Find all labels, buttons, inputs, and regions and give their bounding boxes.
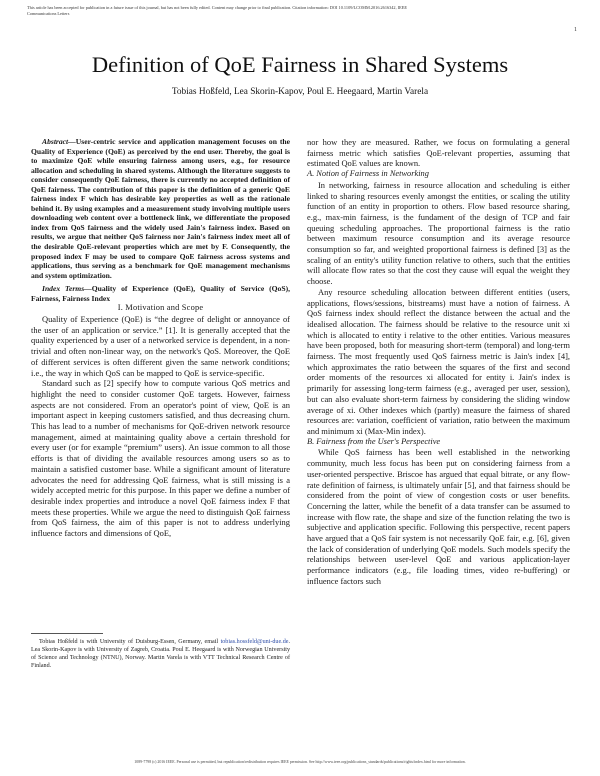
author-email-link[interactable]: tobias.hossfeld@uni-due.de (220, 639, 289, 645)
left-column (31, 137, 290, 539)
author-footnote (31, 638, 290, 670)
paragraph: Standard such as [2] specify how to compute various QoS metrics and highlight the need to consider customer QoE targets. However, fairness aspects are not considered. From an operator's point of view, QoE is an important aspect in keeping customers satisfied, and thus decreasing churn. This has lead to a number of mechanisms for QoE-driven network resource management, aimed at maintaining quality above a certain threshold for every user (or for example “premium” users). An issue common to all those efforts is that of dividing the available resources among users so as to maintain a satisfied customer base. While a significant amount of literature advocates the need for addressing QoE fairness, what is still missing is a widely accepted metric for this purpose. In this paper we define a number of desirable index properties and introduce a novel QoE fairness index F that meets these properties. While we argue the need to distinguish QoE fairness from QoS fairness, the aim of this paper is not to address underlying influence factors and dimensions of QoE, (31, 378, 290, 539)
page-number: 1 (574, 27, 577, 33)
author-list: Tobias Hoßfeld, Lea Skorin-Kapov, Poul E. Heegaard, Martin Varela (171, 87, 429, 97)
index-terms (31, 284, 290, 303)
index-terms-text: Quality of Experience (QoE), Quality of Service (QoS), Fairness, Fairness Index (31, 284, 291, 303)
paragraph-continued: nor how they are measured. Rather, we focus on formulating a general fairness metric which satisfies QoE-relevant properties, assuming that estimated QoE values are known. (307, 137, 570, 169)
right-column (307, 137, 570, 587)
paper-title: Definition of QoE Fairness in Shared Systems (91, 52, 509, 77)
footnote-rule (31, 633, 103, 634)
paragraph: In networking, fairness in resource allocation and scheduling is either linked to sharing resources evenly amongst the entities, or scaling the utility function of an entity in proportion to others. Flow based resource sharing, e.g., max-min fairness, is the fundament of the design of TCP and fair queuing scheduling approaches. The proportional fairness is the ratio between maximum resource consumption and its average resource consumption so far, and weighted proportional fairness is defined [3] as the scaling of an entity's utility function relative to others, such that the entities will allocate flow rates so that the cost they cause will equal the weight they choose. (307, 179, 570, 287)
copyright-notice: 1089-7798 (c) 2016 IEEE. Personal use is permitted, but republication/redistribution requires IEEE permission. See http://www.ieee.org/publications_standards/publications/rights/index.html for more information. (134, 760, 466, 764)
page-header (27, 5, 577, 17)
header-journal: Communications Letters (27, 11, 70, 16)
footnote-text-a: Tobias Hoßfeld is with University of Duisburg-Essen, Germany, email (39, 639, 219, 645)
section-heading-motivation: I. Motivation and Scope (117, 303, 204, 313)
paragraph: Quality of Experience (QoE) is “the degree of delight or annoyance of the user of an application or service.” [1]. It is generally accepted that the quality experienced by a user of a networked service is dependent, in a non-trivial and often non-linear way, on the network's QoS. Moreover, the QoE of different services is often different given the same network conditions; i.e., the way in which QoS can be mapped to QoE is service-specific. (31, 314, 290, 378)
index-terms-lead: Index Terms— (42, 284, 92, 294)
subsection-heading-a: A. Notion of Fairness in Networking (307, 169, 429, 179)
paragraph: While QoS fairness has been well established in the networking community, much less focus has been put on considering fairness from a user-oriented perspective. Briscoe has argued that equal bitrate, or any flow-rate definition of fairness, is ultimately unfair [5], and that fairness should be considered from the point of view of congestion costs or user benefits. Concerning the latter, while the benefit of a data transfer can be assumed to increase with flow rate, the shape and size of the function relating the two is subjective and application specific. Following this perspective, recent papers have argued that a QoS fair system is not necessarily QoE fair, e.g. [6], given the lack of consideration of underlying QoE models. Such models specify the relationships between user-level QoE and various application-layer performance indicators (e.g., file loading times, video re-buffering) or influence factors such (307, 447, 570, 586)
footnote-text-b: . Lea Skorin-Kapov is with University of Zagreb, Croatia. Poul E. Heegaard is with Norwegian University of Science and Technology (NTNU), Norway. Martin Varela is with VTT Technical Research Centre of Finland. (31, 639, 290, 670)
paragraph: Any resource scheduling allocation between different entities (users, applications, flows/sessions, bitstreams) must have a notion of fairness. A QoS fairness index should reflect the distance between the actual and the idealised allocation. The fairness should be relative to the resource unit xi which is allocated to entity i relative to the other entities. Various measures have been proposed, both for measuring short-term (temporal) and long-term fairness. The most frequently used QoS fairness metric is Jain's index [4], which approximates the ratio between the squares of the first and second order moments of the resources xi allocated for entity i. Jain's index is primarily for assessing long-term fairness (e.g., averaged per user, session), but can also evaluate short-term fairness by considering the sliding window average of xi. Other indexes which (partly) measure the fairness of shared resources are: variation, coefficient of variation, ratio between the maximum and minimum xi (Max-Min index). (307, 286, 570, 436)
abstract (31, 137, 290, 280)
abstract-text: User-centric service and application management focuses on the Quality of Experience (QoE) as perceived by the end user. Thereby, the goal is to maximize QoE while ensuring fairness among users, e.g., for resource allocation and scheduling in shared systems. Although the literature suggests to consider consequently QoE fairness, there is currently no accepted definition of QoE fairness. The contribution of this paper is the definition of a generic QoE fairness index F which has desirable key properties as well as the rationale behind it. By using examples and a measurement study involving multiple users downloading web content over a bottleneck link, we differentiate the proposed index from QoS fairness and the widely used Jain's fairness index. Based on results, we argue that neither QoS fairness nor Jain's fairness index meet all of the desirable QoE-relevant properties which are met by F. Consequently, the proposed index F may be used to compare QoE fairness across systems and applications, thus serving as a benchmark for QoE management mechanisms and system optimization. (31, 137, 290, 280)
subsection-heading-b: B. Fairness from the User's Perspective (307, 436, 441, 446)
header-notice: This article has been accepted for publication in a future issue of this journal, but has not been fully edited. Content may change prior to final publication. Citation information: DOI 10.1109/LCOMM.2016.2616342, IEEE (27, 5, 408, 10)
abstract-lead: Abstract— (42, 137, 76, 146)
